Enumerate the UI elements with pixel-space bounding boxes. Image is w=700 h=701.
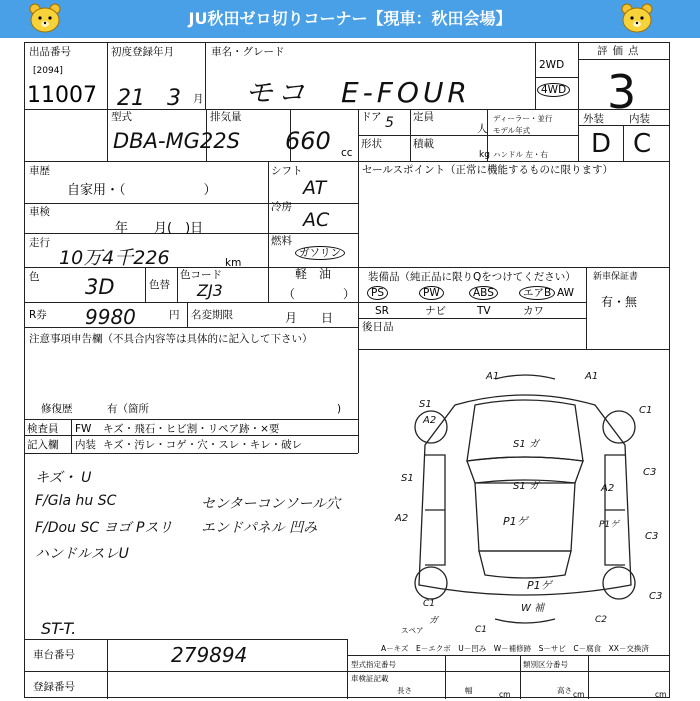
int-value: キズ・汚レ・コゲ・穴・スレ・キレ・破レ [103, 439, 303, 451]
auction-sheet [24, 42, 670, 698]
displacement-unit: cc [341, 147, 353, 159]
registration-value: 21 3 [117, 86, 181, 111]
height-label: 高さ [557, 686, 572, 695]
reg-number-label: 登録番号 [33, 681, 75, 693]
import-type-label: ディーラー・並行 [493, 114, 553, 123]
score-label: 評価点 [597, 45, 644, 57]
displacement-label: 排気量 [210, 111, 242, 123]
signature: ST-T. [41, 619, 77, 638]
registration-label: 初度登録年月 [111, 46, 174, 58]
mark-a1-front-right: A1 [585, 371, 599, 382]
category-label: 類別区分番号 [523, 660, 568, 669]
car-name-label: 車名・グレード [211, 46, 285, 58]
inspection-value: 年 月( )日 [115, 221, 204, 236]
mark-c3-right-rear: C3 [645, 531, 659, 542]
mark-roof-mid: S1 ガ [513, 481, 539, 492]
model-value: DBA-MG22S [113, 129, 240, 153]
sales-point-label: セールスポイント（正常に機能するものに限ります） [362, 164, 614, 176]
note-line-6: エンドパネル 凹み [201, 520, 318, 536]
note-line-3: F/Dou SC ヨゴ Pスリ [35, 520, 173, 536]
capacity-unit: 人 [477, 123, 488, 135]
mark-rear-w: W 補 [521, 603, 545, 614]
doors-label: ドア [361, 111, 382, 123]
mark-a2-left-rear: A2 [395, 513, 409, 524]
spare-label: スペア [401, 626, 424, 635]
model-year-label: モデル年式 [493, 126, 531, 135]
notes-label: 注意事項申告欄（不具合内容等は具体的に記入して下さい） [29, 333, 313, 345]
note-line-4: ハンドルスレU [35, 546, 129, 562]
fuel-value: ガソリン [295, 246, 345, 260]
load-label: 積載 [413, 138, 434, 150]
mark-c1-rear-left: C1 [423, 599, 436, 609]
note-line-1: キズ・ U [35, 470, 92, 486]
note-line-2: F/Gla hu SC [35, 493, 117, 509]
car-name-value: モコ E-FOUR [245, 76, 471, 109]
color-code-value: ZJ3 [197, 281, 223, 300]
fw-label: FW [75, 423, 92, 435]
drive-4wd: 4WD [537, 83, 570, 97]
mark-rear-left: ガ [429, 616, 439, 626]
score-value: 3 [607, 65, 637, 119]
equipment-leather: カワ [523, 305, 544, 317]
cert-label: 車検証記載 [351, 674, 389, 683]
interior-label: 内装 [629, 113, 650, 125]
model-label: 型式 [111, 111, 132, 123]
mark-a2-right: A2 [601, 483, 615, 494]
recycle-value: 9980 [85, 305, 136, 329]
inspector-label: 検査員 [27, 423, 59, 435]
equipment-airbag: エアB [519, 286, 555, 300]
fuel-other: （ ） [283, 287, 356, 301]
handle-label: ハンドル 左・右 [493, 150, 548, 159]
fuel-label: 燃料 [271, 235, 292, 247]
lot-number: 11007 [27, 83, 97, 108]
mark-a1-front: A1 [486, 371, 500, 382]
warranty-label: 新車保証書 [593, 272, 639, 282]
equipment-abs: ABS [469, 286, 498, 300]
shape-label: 形状 [361, 138, 382, 150]
chassis-label: 車台番号 [33, 649, 75, 661]
mark-c3-right-door: C3 [643, 467, 657, 478]
recycle-unit: 円 [169, 309, 180, 321]
aircon-value: AC [303, 209, 330, 231]
designated-label: 型式指定番号 [351, 660, 396, 669]
equipment-tv: TV [477, 305, 491, 317]
mileage-unit: km [225, 257, 242, 269]
color-original-label: 色替 [149, 279, 170, 291]
displacement-value: 660 [285, 127, 331, 155]
mark-a2-left-front: A2 [423, 415, 437, 426]
doors-value: 5 [385, 115, 394, 131]
equipment-sr: SR [375, 305, 389, 317]
name-change-label: 名変期限 [191, 309, 233, 321]
equipment-ps: PS [367, 286, 388, 300]
legend-text: A－キズ E－エクボ U－凹み W－補修跡 S－サビ C－腐食 XX－交換済 [381, 644, 649, 653]
drive-2wd: 2WD [539, 59, 565, 71]
usage-value: 自家用・（ ） [67, 183, 217, 198]
lot-number-label: 出品番号 [29, 46, 71, 58]
name-change-value: 月 日 [285, 311, 334, 325]
mark-s1-left-door: S1 [401, 473, 414, 484]
mark-c1-right-front: C1 [639, 405, 653, 416]
entry-label: 記入欄 [27, 439, 59, 451]
usage-label: 車歴 [29, 165, 50, 177]
capacity-label: 定員 [413, 111, 434, 123]
equipment-aw: AW [557, 287, 574, 299]
repair-value: 有（箇所 [107, 403, 149, 415]
mark-c3-rear-right: C3 [649, 591, 663, 602]
fuel-diesel: 軽 油 [295, 267, 332, 281]
color-value: 3D [85, 275, 115, 299]
fw-value: キズ・飛石・ヒビ割・リペア跡・×要 [103, 423, 280, 435]
bear-mascot-icon [620, 2, 654, 34]
recycle-label: R券 [29, 309, 47, 321]
equipment-label: 装備品（純正品に限りQをつけてください） [368, 271, 576, 283]
int-label: 内装 [75, 439, 96, 451]
exterior-grade: D [591, 129, 612, 159]
length-unit: cm [499, 690, 511, 699]
mileage-value: 10万4千226 [59, 247, 170, 269]
color-label: 色 [29, 271, 40, 283]
lot-sub-number: [2094] [33, 66, 63, 76]
mark-roof-front: S1 ガ [513, 439, 539, 450]
aircon-label: 冷房 [271, 201, 292, 213]
repair-label: 修復歴 [41, 403, 73, 415]
mark-s1-left-front: S1 [419, 399, 432, 410]
color-code-label: 色コード [180, 269, 222, 281]
exterior-label: 外装 [583, 113, 604, 125]
page-title: JU秋田ゼロ切りコーナー【現車：秋田会場】 [188, 9, 512, 28]
interior-grade: C [633, 129, 652, 159]
load-unit: kg [479, 150, 490, 160]
mark-rear-p1: P1ゲ [527, 579, 552, 592]
mark-c2-rear: C2 [595, 615, 608, 625]
width-label: 幅 [465, 686, 473, 695]
bear-mascot-icon [28, 2, 62, 34]
equipment-navi: ナビ [425, 305, 446, 317]
equipment-pw: PW [419, 286, 444, 300]
registration-month-unit: 月 [193, 93, 204, 105]
mark-right-p1: P1ゲ [599, 520, 620, 530]
mark-c1-rear-bottom: C1 [475, 625, 488, 635]
height-unit: cm [655, 690, 667, 699]
width-unit: cm [573, 690, 585, 699]
warranty-value: 有・無 [601, 295, 638, 309]
chassis-value: 279894 [171, 643, 248, 667]
length-label: 長さ [397, 686, 412, 695]
shift-value: AT [303, 177, 327, 199]
inspection-label: 車検 [29, 206, 50, 218]
mark-roof-p1: P1ゲ [503, 515, 528, 528]
mileage-label: 走行 [29, 237, 50, 249]
shift-label: シフト [271, 165, 303, 177]
repair-close: ) [337, 403, 342, 415]
note-line-5: センターコンソール穴 [201, 496, 341, 512]
rear-seat-label: 後日品 [362, 321, 394, 333]
